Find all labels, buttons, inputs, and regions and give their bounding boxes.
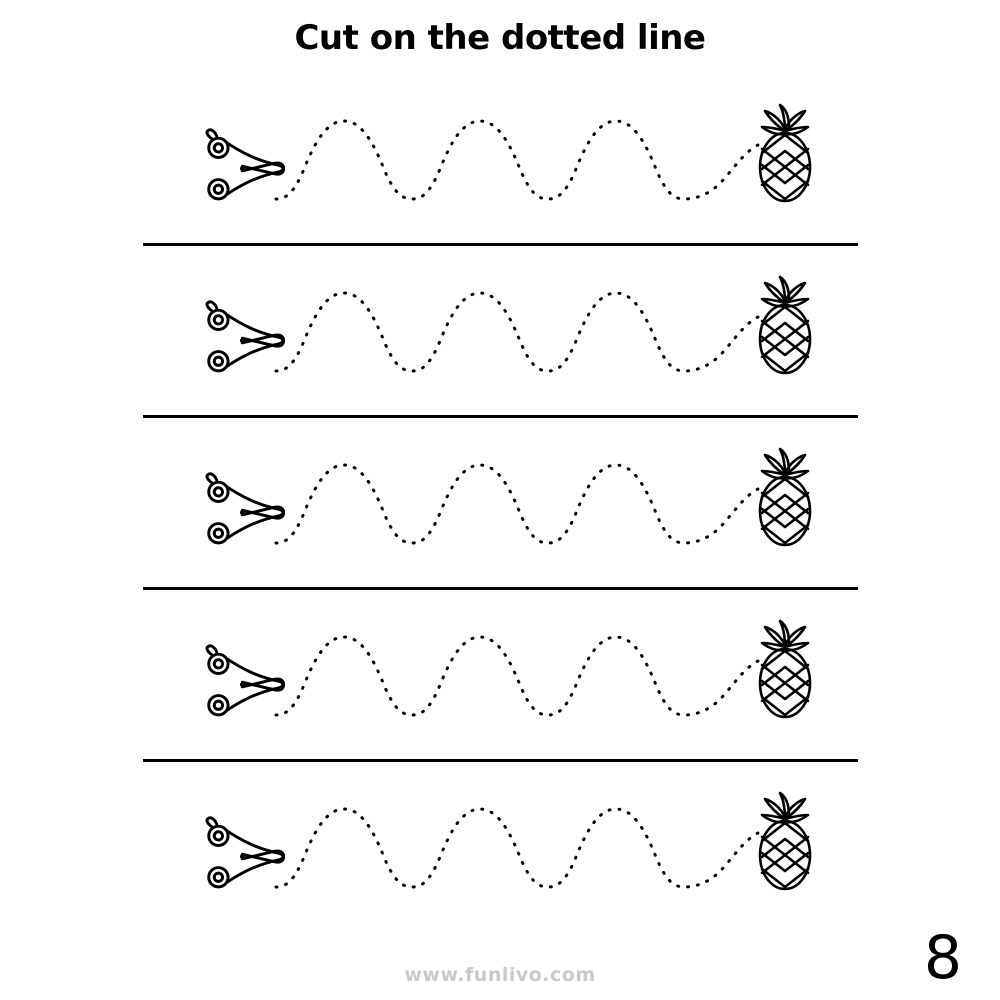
row-divider [143, 415, 858, 418]
dotted-cut-path [272, 619, 762, 729]
dotted-cut-path [272, 447, 762, 557]
row-divider [143, 587, 858, 590]
pineapple-icon [740, 101, 830, 206]
activity-row [0, 267, 1000, 401]
pineapple-icon [740, 445, 830, 550]
row-divider [143, 759, 858, 762]
row-content [200, 95, 840, 229]
pineapple-icon [740, 273, 830, 378]
pineapple-icon [740, 789, 830, 894]
row-content [200, 611, 840, 745]
activity-rows [0, 95, 1000, 917]
row-content [200, 439, 840, 573]
page-title: Cut on the dotted line [294, 18, 706, 58]
activity-row [0, 783, 1000, 917]
activity-row [0, 439, 1000, 573]
activity-row [0, 95, 1000, 229]
dotted-cut-path [272, 791, 762, 901]
page-number: 8 [923, 923, 962, 993]
dotted-cut-path [272, 275, 762, 385]
dotted-cut-path [272, 103, 762, 213]
footer-website-url: www.funlivo.com [404, 964, 596, 986]
row-content [200, 783, 840, 917]
activity-row [0, 611, 1000, 745]
pineapple-icon [740, 617, 830, 722]
row-divider [143, 243, 858, 246]
row-content [200, 267, 840, 401]
